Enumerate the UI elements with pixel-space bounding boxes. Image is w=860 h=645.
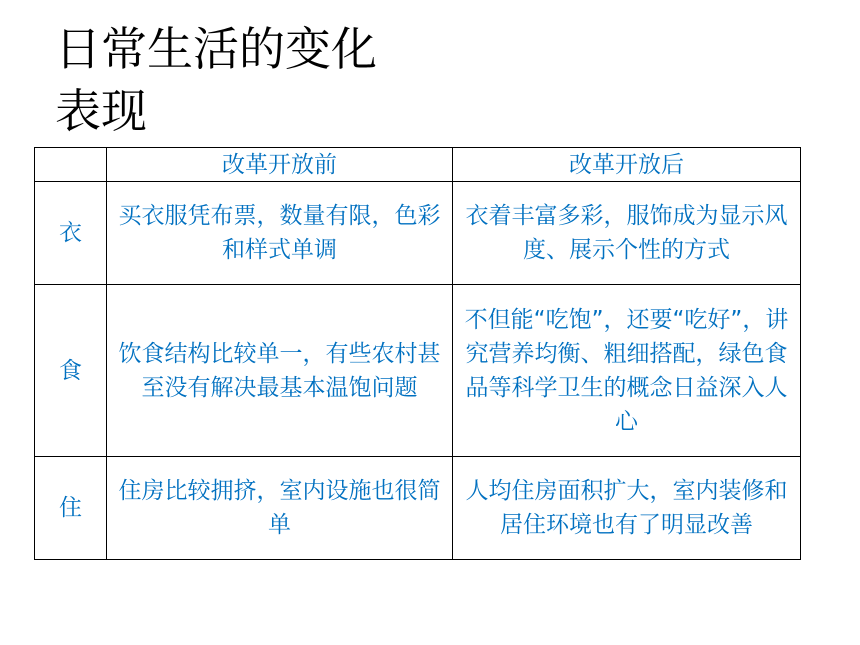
- table-header-row: [35, 148, 801, 182]
- before-cell: 饮食结构比较单一，有些农村甚至没有解决最基本温饱问题: [107, 285, 453, 457]
- table-row: [35, 457, 801, 560]
- slide-title: [55, 18, 475, 142]
- header-cell-after: 改革开放后: [453, 148, 801, 182]
- category-cell: 食: [35, 285, 107, 457]
- title-line-1: 日常生活的变化: [55, 22, 377, 76]
- table-row: [35, 285, 801, 457]
- comparison-table: [34, 147, 801, 560]
- before-cell: 住房比较拥挤，室内设施也很简单: [107, 457, 453, 560]
- after-cell: 衣着丰富多彩，服饰成为显示风度、展示个性的方式: [453, 182, 801, 285]
- title-line-2: 表现: [55, 84, 147, 138]
- after-cell: 人均住房面积扩大，室内装修和居住环境也有了明显改善: [453, 457, 801, 560]
- category-cell: 衣: [35, 182, 107, 285]
- header-cell-before: 改革开放前: [107, 148, 453, 182]
- category-cell: 住: [35, 457, 107, 560]
- before-cell: 买衣服凭布票，数量有限，色彩和样式单调: [107, 182, 453, 285]
- header-cell-empty: [35, 148, 107, 182]
- after-cell: 不但能“吃饱”，还要“吃好”，讲究营养均衡、粗细搭配，绿色食品等科学卫生的概念日益深入人心: [453, 285, 801, 457]
- table-row: [35, 182, 801, 285]
